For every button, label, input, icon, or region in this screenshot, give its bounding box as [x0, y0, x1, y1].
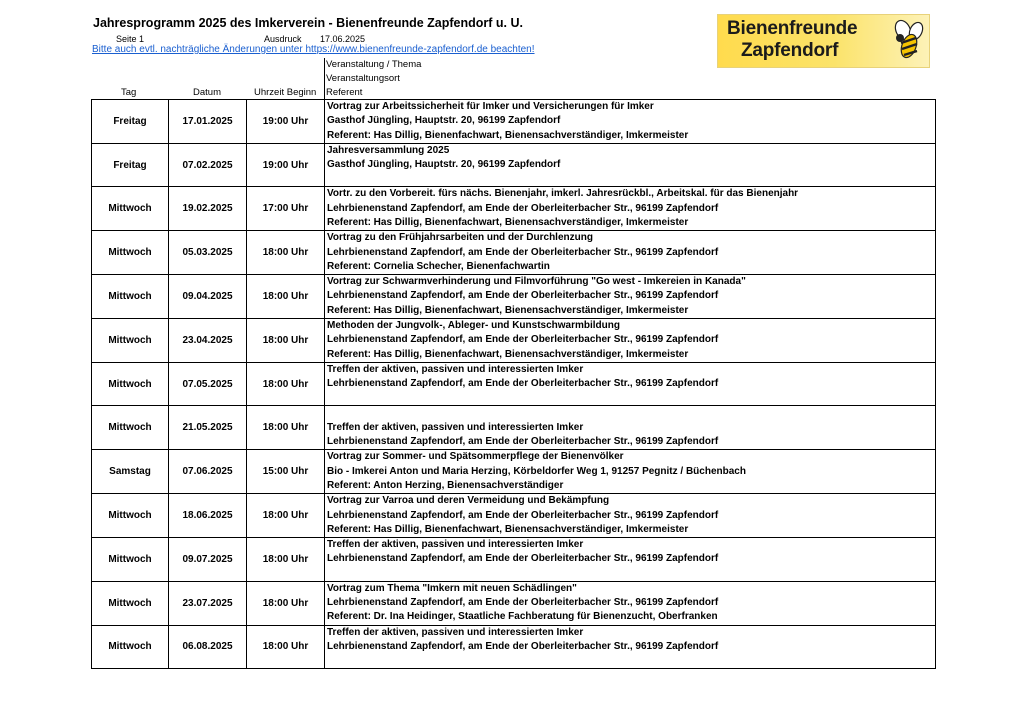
day-cell: Mittwoch — [92, 494, 169, 538]
event-line: Vortrag zur Arbeitssicherheit für Imker und Versicherungen für Imker — [327, 101, 654, 112]
table-row — [92, 143, 936, 187]
table-row — [92, 362, 936, 406]
event-line: Referent: Has Dillig, Bienenfachwart, Bienensachverständiger, Imkermeister — [327, 348, 689, 360]
event-cell — [325, 187, 936, 231]
date-cell: 19.02.2025 — [169, 187, 247, 231]
event-line: Lehrbienenstand Zapfendorf, am Ende der Oberleiterbacher Str., 96199 Zapfendorf — [327, 640, 719, 652]
event-line: Vortr. zu den Vorbereit. fürs nächs. Bienenjahr, imkerl. Jahresrückbl., Arbeitskal. für das Bienenjahr — [327, 188, 799, 200]
table-row — [92, 625, 936, 669]
time-cell: 18:00 Uhr — [247, 406, 325, 450]
table-row — [92, 187, 936, 231]
column-header-date: Datum — [193, 87, 221, 98]
event-line: Lehrbienenstand Zapfendorf, am Ende der Oberleiterbacher Str., 96199 Zapfendorf — [327, 436, 719, 448]
page-title: Jahresprogramm 2025 des Imkerverein - Bienenfreunde Zapfendorf u. U. — [93, 16, 523, 30]
day-cell: Mittwoch — [92, 362, 169, 406]
date-cell: 18.06.2025 — [169, 494, 247, 538]
time-cell: 17:00 Uhr — [247, 187, 325, 231]
event-line: Methoden der Jungvolk-, Ableger- und Kunstschwarmbildung — [327, 320, 620, 332]
day-cell: Mittwoch — [92, 538, 169, 582]
day-cell: Mittwoch — [92, 231, 169, 275]
date-cell: 07.05.2025 — [169, 362, 247, 406]
column-header-day: Tag — [121, 87, 137, 98]
date-cell: 23.04.2025 — [169, 319, 247, 363]
event-line — [327, 406, 935, 420]
website-notice-link[interactable]: Bitte auch evtl. nachträgliche Änderungen unter https://www.bienenfreunde-zapfendorf.de beachten! — [92, 44, 535, 55]
logo-line1: Bienenfreunde — [727, 18, 858, 39]
event-cell — [325, 406, 936, 450]
event-line: Gasthof Jüngling, Hauptstr. 20, 96199 Zapfendorf — [327, 159, 561, 171]
column-header-location: Veranstaltungsort — [326, 73, 400, 84]
event-line: Referent: Dr. Ina Heidinger, Staatliche Fachberatung für Bienenzucht, Oberfranken — [327, 611, 718, 623]
date-cell: 09.04.2025 — [169, 275, 247, 319]
print-date: 17.06.2025 — [320, 34, 366, 44]
event-line: Lehrbienenstand Zapfendorf, am Ende der Oberleiterbacher Str., 96199 Zapfendorf — [327, 378, 719, 390]
time-cell: 19:00 Uhr — [247, 100, 325, 144]
event-line: Referent: Has Dillig, Bienenfachwart, Bienensachverständiger, Imkermeister — [327, 523, 689, 535]
event-line: Referent: Has Dillig, Bienenfachwart, Bienensachverständiger, Imkermeister — [327, 129, 689, 141]
day-cell: Mittwoch — [92, 625, 169, 669]
logo-line2: Zapfendorf — [741, 40, 839, 61]
day-cell: Mittwoch — [92, 275, 169, 319]
date-cell: 21.05.2025 — [169, 406, 247, 450]
table-row — [92, 406, 936, 450]
time-cell: 18:00 Uhr — [247, 319, 325, 363]
day-cell: Mittwoch — [92, 319, 169, 363]
date-cell: 05.03.2025 — [169, 231, 247, 275]
time-cell: 18:00 Uhr — [247, 538, 325, 582]
event-cell — [325, 100, 936, 144]
event-line: Lehrbienenstand Zapfendorf, am Ende der Oberleiterbacher Str., 96199 Zapfendorf — [327, 334, 719, 346]
event-cell — [325, 143, 936, 187]
program-table — [91, 99, 936, 669]
event-line: Treffen der aktiven, passiven und interessierten Imker — [327, 421, 584, 433]
day-cell: Samstag — [92, 450, 169, 494]
event-cell — [325, 450, 936, 494]
event-line: Lehrbienenstand Zapfendorf, am Ende der Oberleiterbacher Str., 96199 Zapfendorf — [327, 290, 719, 302]
event-cell — [325, 231, 936, 275]
event-cell — [325, 538, 936, 582]
day-cell: Mittwoch — [92, 406, 169, 450]
event-line: Referent: Anton Herzing, Bienensachverständiger — [327, 479, 564, 491]
table-row — [92, 581, 936, 625]
event-line: Lehrbienenstand Zapfendorf, am Ende der Oberleiterbacher Str., 96199 Zapfendorf — [327, 246, 719, 258]
time-cell: 18:00 Uhr — [247, 231, 325, 275]
club-logo — [717, 14, 930, 68]
table-row — [92, 100, 936, 144]
event-line: Lehrbienenstand Zapfendorf, am Ende der Oberleiterbacher Str., 96199 Zapfendorf — [327, 553, 719, 565]
event-line: Vortrag zur Sommer- und Spätsommerpflege der Bienenvölker — [327, 451, 624, 463]
table-row — [92, 275, 936, 319]
event-line: Gasthof Jüngling, Hauptstr. 20, 96199 Zapfendorf — [327, 115, 561, 127]
date-cell: 23.07.2025 — [169, 581, 247, 625]
event-cell — [325, 581, 936, 625]
event-line: Vortrag zum Thema "Imkern mit neuen Schädlingen" — [327, 582, 577, 594]
table-row — [92, 231, 936, 275]
print-label: Ausdruck — [264, 34, 302, 44]
event-line: Bio - Imkerei Anton und Maria Herzing, Körbeldorfer Weg 1, 91257 Pegnitz / Büchenbach — [327, 465, 746, 477]
column-header-event: Veranstaltung / Thema — [326, 59, 422, 70]
event-line: Referent: Has Dillig, Bienenfachwart, Bienensachverständiger, Imkermeister — [327, 216, 689, 228]
event-cell — [325, 319, 936, 363]
column-header-speaker: Referent — [326, 87, 363, 98]
date-cell: 07.06.2025 — [169, 450, 247, 494]
table-row — [92, 494, 936, 538]
event-line: Vortrag zur Schwarmverhinderung und Filmvorführung "Go west - Imkereien in Kanada" — [327, 276, 746, 288]
event-line: Treffen der aktiven, passiven und interessierten Imker — [327, 363, 584, 375]
event-line: Referent: Cornelia Schecher, Bienenfachwartin — [327, 260, 550, 272]
event-cell — [325, 494, 936, 538]
event-line: Jahresversammlung 2025 — [327, 144, 450, 156]
table-row — [92, 538, 936, 582]
event-line: Vortrag zur Varroa und deren Vermeidung und Bekämpfung — [327, 495, 610, 507]
table-row — [92, 450, 936, 494]
event-line: Treffen der aktiven, passiven und interessierten Imker — [327, 539, 584, 551]
event-line: Referent: Has Dillig, Bienenfachwart, Bienensachverständiger, Imkermeister — [327, 304, 689, 316]
event-line: Vortrag zu den Frühjahrsarbeiten und der Durchlenzung — [327, 232, 593, 244]
day-cell: Freitag — [92, 100, 169, 144]
time-cell: 18:00 Uhr — [247, 625, 325, 669]
page-number: Seite 1 — [116, 34, 145, 44]
time-cell: 18:00 Uhr — [247, 581, 325, 625]
day-cell: Mittwoch — [92, 581, 169, 625]
event-cell — [325, 362, 936, 406]
date-cell: 17.01.2025 — [169, 100, 247, 144]
event-line: Lehrbienenstand Zapfendorf, am Ende der Oberleiterbacher Str., 96199 Zapfendorf — [327, 509, 719, 521]
date-cell: 06.08.2025 — [169, 625, 247, 669]
day-cell: Mittwoch — [92, 187, 169, 231]
time-cell: 15:00 Uhr — [247, 450, 325, 494]
time-cell: 19:00 Uhr — [247, 143, 325, 187]
date-cell: 07.02.2025 — [169, 143, 247, 187]
date-cell: 09.07.2025 — [169, 538, 247, 582]
event-cell — [325, 625, 936, 669]
table-row — [92, 319, 936, 363]
time-cell: 18:00 Uhr — [247, 362, 325, 406]
event-line: Lehrbienenstand Zapfendorf, am Ende der Oberleiterbacher Str., 96199 Zapfendorf — [327, 596, 719, 608]
column-header-time: Uhrzeit Beginn — [254, 87, 317, 98]
time-cell: 18:00 Uhr — [247, 275, 325, 319]
time-cell: 18:00 Uhr — [247, 494, 325, 538]
event-cell — [325, 275, 936, 319]
day-cell: Freitag — [92, 143, 169, 187]
header-divider — [324, 58, 325, 99]
event-line: Treffen der aktiven, passiven und interessierten Imker — [327, 626, 584, 638]
bee-icon — [889, 18, 929, 64]
event-line: Lehrbienenstand Zapfendorf, am Ende der Oberleiterbacher Str., 96199 Zapfendorf — [327, 202, 719, 214]
